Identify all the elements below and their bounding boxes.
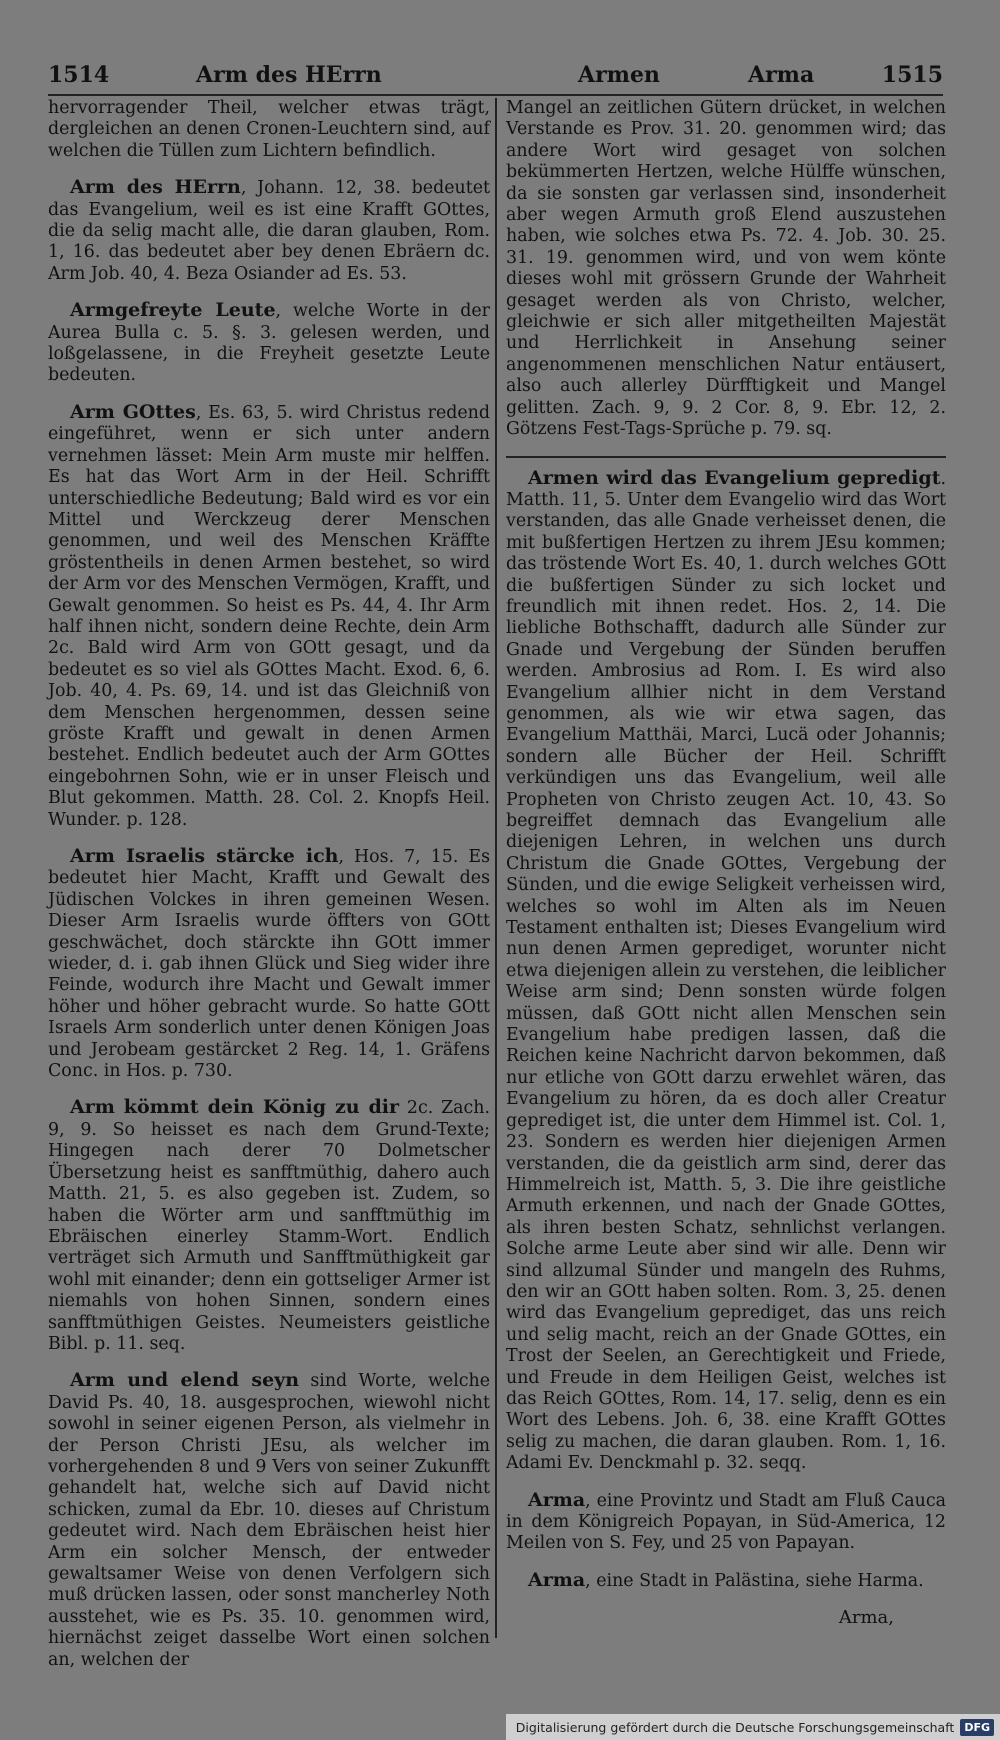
- dictionary-entry: [48, 300, 490, 387]
- entry-headword: Arm kömmt dein König zu dir: [70, 1096, 400, 1119]
- entry-headword: Arm Israelis stärcke ich: [70, 845, 339, 867]
- entry-text: , Hos. 7, 15. Es bedeutet hier Macht, Krafft und Gewalt des Jüdischen Volckes in ihren gemeinen Wesen. Dieser Arm Israelis wurde öffters von GOtt geschwächet, doch stärckte ihn GOtt immer wieder, d. i. gab ihnen Glück und Sieg wider ihre Feinde, wodurch ihre Macht und Gewalt immer höher und höher gebracht wurde. So hatte GOtt Israels Arm sonderlich unter denen Königen Joas und Jerobeam gestärcket 2 Reg. 14, 1. Gräfens Conc. in Hos. p. 730.: [48, 847, 490, 1082]
- entry-headword: Arma: [528, 1488, 586, 1511]
- dictionary-entry: [48, 1370, 490, 1671]
- left-running-keyword: Arm des HErrn: [196, 62, 382, 88]
- dictionary-entry: [506, 1570, 946, 1592]
- dictionary-entry: [48, 98, 490, 162]
- entry-headword: Arma: [528, 1568, 586, 1591]
- entry-text: 2c. Zach. 9, 9. So heisset es nach dem Grund-Texte; Hingegen nach derer 70 Dolmetscher Übersetzung heist es sanfftmüthig, dahero auch Matth. 21, 5. es also gegeben ist. Zudem, so haben die Wörter arm und sanfftmüthig im Ebräischen einerley Stamm-Wort. Endlich verträget sich Armuth und Sanfftmüthigkeit gar wohl mit einander; denn ein gottseliger Armer ist niemahls von hohen Sinnen, sondern eines sanfftmüthigen Geistes. Neumeisters geistliche Bibl. p. 11. seq.: [48, 1098, 491, 1354]
- dictionary-entry: [506, 468, 946, 1475]
- right-column: [506, 98, 946, 1629]
- dictionary-entry: [48, 177, 490, 285]
- catchword: Arma,: [838, 1607, 894, 1629]
- entry-text: , Es. 63, 5. wird Christus redend eingeführet, wenn er sich unter andern vernehmen lässet: Mein Arm muste mir helffen. Es hat das Wort Arm in der Heil. Schrifft unterschiedliche Bedeutung; Bald wird es vor ein Mittel und Werckzeug derer Menschen genommen, und weil des Menschen Kräffte gröstentheils in denen Armen bestehet, so wird der Arm vor des Menschen Vermögen, Krafft, und Gewalt genommen. So heist es Ps. 44, 4. Ihr Arm half ihnen nicht, sondern deine Rechte, dein Arm 2c. Bald wird Arm von GOtt gesagt, und da bedeutet es so viel als GOttes Macht. Exod. 6, 6. Job. 40, 4. Ps. 69, 14. und ist das Gleichniß von dem Menschen hergenommen, dessen seine gröste Krafft und gewalt in denen Armen bestehet. Endlich bedeutet auch der Arm GOttes eingebohrnen Sohn, wie er in unser Fleisch und Blut gekommen. Matth. 28. Col. 2. Knopfs Heil. Wunder. p. 128.: [48, 402, 490, 830]
- dfg-logo-icon: DFG: [960, 1719, 994, 1736]
- digitization-credit: [506, 1714, 1000, 1740]
- dictionary-entry: [506, 98, 946, 441]
- entry-text: , Johann. 12, 38. bedeutet das Evangelium, weil es ist eine Krafft GOttes, die da selig macht alle, die daran glauben, Rom. 1, 16. das bedeutet aber bey denen Ebräern dc. Arm Job. 40, 4. Beza Osiander ad Es. 53.: [48, 178, 490, 284]
- entry-text: , welche Worte in der Aurea Bulla c. 5. §. 3. gelesen werden, und loßgelassene, in die Freyheit gesetzte Leute bedeuten.: [48, 301, 490, 386]
- section-separator: [506, 456, 946, 458]
- entry-text: , eine Provintz und Stadt am Fluß Cauca in dem Königreich Popayan, in Süd-America, 12 Meilen von S. Fey, und 25 von Papayan.: [506, 1490, 946, 1554]
- dictionary-entry: [48, 402, 490, 831]
- entry-text: . Matth. 11, 5. Unter dem Evangelio wird das Wort verstanden, das alle Gnade verheisset denen, die mit bußfertigen Hertzen zu ihrem JEsu kommen; das tröstende Wort Es. 40, 1. durch welches GOtt die bußfertigen Sünder zu sich locket und freundlich mit ihnen redet. Hos. 2, 14. Die liebliche Bothschafft, dadurch alle Sünder zur Gnade und Vergebung der Sünden beruffen werden. Ambrosius ad Rom. I. Es wird also Evangelium allhier nicht in dem Verstand genommen, als wie wir etwa sagen, das Evangelium Matthäi, Marci, Lucä oder Johannis; sondern alle Bücher der Heil. Schrifft verkündigen uns das Evangelium, weil alle Propheten von Christo zeugen Act. 10, 43. So begreiffet demnach das Evangelium alle diejenigen Lehren, in welchen uns durch Christum die Gnade GOttes, Vergebung der Sünden, und die ewige Seligkeit verheissen wird, welches so wohl im Alten als im Neuen Testament enthalten ist; Dieses Evangelium wird nun denen Armen geprediget, worunter nicht etwa diejenigen allein zu verstehen, die leiblicher Weise arm sind; Denn sonsten würde folgen müssen, daß GOtt nicht allen Menschen sein Evangelium habe predigen lassen, daß die Reichen keine Nachricht darvon bekommen, daß nur etliche von GOtt darzu erwehlet wären, das Evangelium zu hören, da es doch aller Creatur geprediget ist, die unter dem Himmel ist. Col. 1, 23. Sondern es werden hier diejenigen Armen verstanden, die da geistlich arm sind, derer das Himmelreich ist, Matth. 5, 3. Die ihre geistliche Armuth erkennen, und nach der Gnade GOttes, als ihren besten Schatz, sehnlichst verlangen. Solche arme Leute aber sind wir alle. Denn wir sind allzumal Sünder und mangeln des Ruhms, den wir an GOtt haben solten. Rom. 3, 25. denen wird das Evangelium geprediget, das uns reich und selig macht, reich an der Gnade GOttes, ein Trost der Seelen, an Gerechtigkeit und Friede, und Freude in dem Heiligen Geist, welches ist das Reich GOttes, Rom. 14, 17. selig, denn es ein Wort des Lebens. Joh. 6, 38. eine Krafft GOttes selig zu machen, die daran glauben. Rom. 1, 16. Adami Ev. Denckmahl p. 32. seqq.: [506, 468, 946, 1474]
- right-running-keyword-2: Arma: [748, 62, 815, 88]
- entry-headword: Arm des HErrn: [70, 176, 241, 199]
- entry-text: sind Worte, welche David Ps. 40, 18. ausgesprochen, wiewohl nicht sowohl in seiner eigenen Person, als vielmehr in der Person Christi JEsu, als welcher im vorhergehenden 8 und 9 Vers von seiner Zukunfft gehandelt hat, welche sich auf David nicht schicken, zumal da Ebr. 10. dieses auf Christum gedeutet wird. Nach dem Ebräischen heist hier Arm ein solcher Mensch, der entweder gewaltsamer Weise von denen Verfolgern sich muß drücken lassen, oder sonst mancherley Noth ausstehet, wie es Ps. 35. 10. genommen wird, hiernächst zeiget dasselbe Wort einen solchen an, welchen der: [48, 1371, 490, 1670]
- entry-headword: Arm GOttes: [70, 400, 196, 423]
- right-page-number: 1515: [881, 62, 943, 88]
- dictionary-entry: [506, 1490, 946, 1555]
- left-column: [48, 98, 490, 1686]
- left-page-number: 1514: [48, 62, 110, 88]
- entry-headword: Armen wird das Evangelium gepredigt: [528, 466, 941, 489]
- dictionary-entry: [48, 1097, 490, 1355]
- dictionary-entry: [48, 846, 490, 1082]
- right-running-keyword-1: Armen: [578, 62, 660, 88]
- column-divider: [495, 98, 497, 1638]
- entry-text: Mangel an zeitlichen Gütern drücket, in welchen Verstande es Prov. 31. 20. genommen wird; das andere Wort wird gesaget von solchen bekümmerten Hertzen, welche Hülffe wünschen, da sie sonsten gar verlassen sind, insonderheit aber wegen Armuth groß Elend auszustehen haben, wie solches etwa Ps. 72. 4. Job. 30. 25. 31. 19. genommen wird, und von wem könte dieses wohl mit grössern Grunde der Wahrheit gesaget werden als von Christo, welcher, gleichwie er sich aller mitgetheilten Majestät und Herrlichkeit in Ansehung seiner angenommenen menschlichen Natur entäusert, also auch allerley Dürfftigkeit und Mangel gelitten. Zach. 9, 9. 2 Cor. 8, 9. Ebr. 12, 2. Götzens Fest-Tags-Sprüche p. 79. sq.: [506, 98, 946, 440]
- entry-headword: Arm und elend seyn: [70, 1369, 300, 1392]
- entry-headword: Armgefreyte Leute: [70, 299, 276, 322]
- entry-text: , eine Stadt in Palästina, siehe Harma.: [585, 1570, 924, 1591]
- running-header: [48, 58, 943, 96]
- entry-text: hervorragender Theil, welcher etwas trägt, dergleichen an denen Cronen-Leuchtern sind, auf welchen die Tüllen zum Lichtern befindlich.: [48, 98, 490, 161]
- credit-text: Digitalisierung gefördert durch die Deutsche Forschungsgemeinschaft: [515, 1719, 955, 1735]
